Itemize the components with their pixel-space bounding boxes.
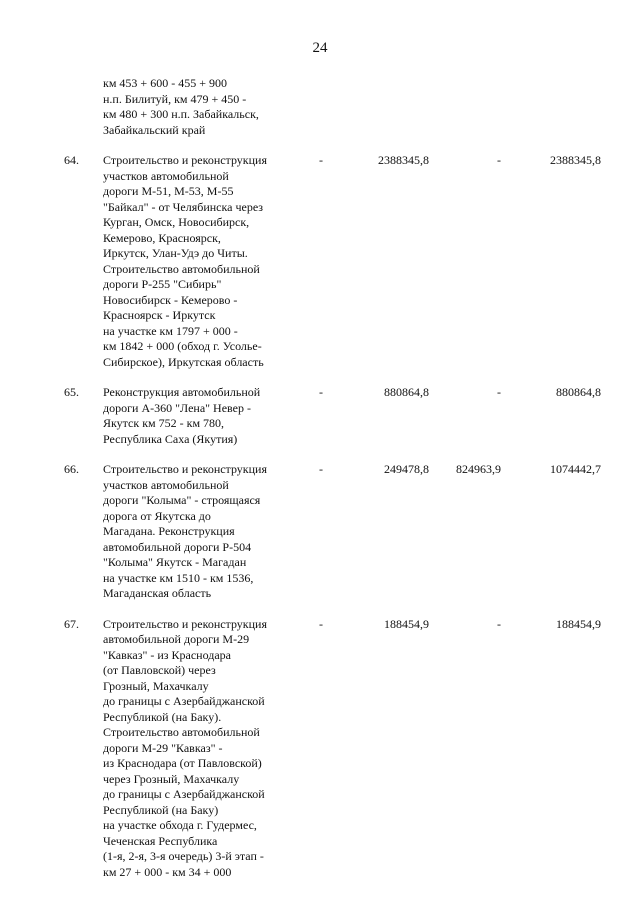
description-line: дороги "Колыма" - строящаяся (103, 493, 261, 507)
value-cell-c3: - (497, 385, 501, 399)
table-row (0, 617, 640, 881)
table-row (0, 462, 640, 602)
description-line: Кемерово, Красноярск, (103, 230, 221, 245)
description-line: "Кавказ" - из Краснодара (103, 647, 231, 662)
row-description (103, 462, 303, 602)
value-cell-c1: - (319, 385, 323, 399)
value-cell-c4: 2388345,8 (550, 153, 601, 167)
description-line: Магадана. Реконструкция (103, 524, 235, 538)
value-cell-c1: - (319, 462, 323, 476)
description-line: Чеченская Республика (103, 833, 218, 848)
value-cell-c3: - (497, 616, 501, 631)
row-number: 66. (64, 462, 79, 476)
description-line: дороги Р-255 "Сибирь" (103, 277, 222, 291)
page-number: 24 (312, 40, 328, 56)
description-line: дороги М-51, М-53, М-55 (103, 184, 234, 198)
description-line: из Краснодара (от Павловской) (103, 756, 262, 770)
value-cell-c2: 880864,8 (384, 385, 429, 399)
description-line: на участке км 1510 - км 1536, (103, 570, 254, 585)
value-cell-c4: 188454,9 (556, 616, 601, 631)
description-line: "Байкал" - от Челябинска через (103, 199, 264, 214)
description-line: Строительство и реконструкция (103, 616, 267, 631)
description-line: км 480 + 300 н.п. Забайкальск, (103, 107, 259, 121)
description-line: км 27 + 000 - км 34 + 000 (103, 864, 232, 879)
description-line: (от Павловской) через (103, 663, 216, 677)
description-line: (1-я, 2-я, 3-я очередь) 3-й этап - (103, 849, 264, 863)
description-line: Грозный, Махачкалу (103, 678, 209, 693)
row-description (103, 385, 303, 447)
description-line: Республикой (на Баку). (103, 709, 222, 724)
description-line: участков автомобильной (103, 168, 229, 183)
description-line: Строительство автомобильной (103, 725, 260, 739)
description-line: дороги М-29 "Кавказ" - (103, 740, 223, 755)
table-body (0, 76, 640, 895)
row-description (103, 76, 303, 138)
value-cell-c2: 249478,8 (384, 462, 429, 476)
description-line: автомобильной дороги М-29 (103, 632, 250, 646)
description-line: до границы с Азербайджанской (103, 787, 265, 801)
description-line: Красноярск - Иркутск (103, 308, 216, 322)
description-line: участков автомобильной (103, 477, 229, 492)
description-line: Иркутск, Улан-Удэ до Читы. (103, 246, 248, 260)
description-line: "Колыма" Якутск - Магадан (103, 555, 247, 569)
value-cell-c2: 188454,9 (384, 616, 429, 631)
row-description (103, 153, 303, 370)
row-number: 67. (64, 616, 79, 631)
value-cell-c2: 2388345,8 (378, 153, 429, 167)
description-line: до границы с Азербайджанской (103, 694, 265, 708)
description-line: Магаданская область (103, 586, 212, 600)
description-line: Республикой (на Баку) (103, 802, 219, 817)
table-row (0, 385, 640, 447)
description-line: Якутск км 752 - км 780, (103, 416, 225, 430)
description-line: Новосибирск - Кемерово - (103, 292, 238, 307)
description-line: км 453 + 600 - 455 + 900 (103, 76, 227, 90)
value-cell-c4: 1074442,7 (550, 462, 601, 476)
description-line: Курган, Омск, Новосибирск, (103, 215, 250, 229)
description-line: н.п. Билитуй, км 479 + 450 - (103, 91, 247, 106)
description-line: Строительство и реконструкция (103, 153, 267, 167)
table-row (0, 153, 640, 370)
row-description (103, 617, 303, 881)
description-line: км 1842 + 000 (обход г. Усолье- (103, 339, 262, 353)
row-number: 65. (64, 385, 79, 399)
description-line: автомобильной дороги Р-504 (103, 539, 252, 554)
description-line: через Грозный, Махачкалу (103, 771, 240, 786)
description-line: на участке обхода г. Гудермес, (103, 818, 257, 832)
value-cell-c1: - (319, 153, 323, 167)
description-line: Сибирское), Иркутская область (103, 354, 264, 369)
description-line: дорога от Якутска до (103, 508, 211, 523)
row-number: 64. (64, 153, 79, 167)
description-line: Строительство автомобильной (103, 261, 260, 276)
value-cell-c3: 824963,9 (456, 462, 501, 476)
value-cell-c3: - (497, 153, 501, 167)
value-cell-c4: 880864,8 (556, 385, 601, 399)
description-line: Реконструкция автомобильной (103, 385, 261, 399)
table-row (0, 76, 640, 138)
description-line: Республика Саха (Якутия) (103, 431, 238, 446)
description-line: на участке км 1797 + 000 - (103, 323, 238, 338)
description-line: Строительство и реконструкция (103, 462, 267, 476)
description-line: Забайкальский край (103, 122, 206, 137)
description-line: дороги А-360 "Лена" Невер - (103, 400, 251, 415)
value-cell-c1: - (319, 616, 323, 631)
